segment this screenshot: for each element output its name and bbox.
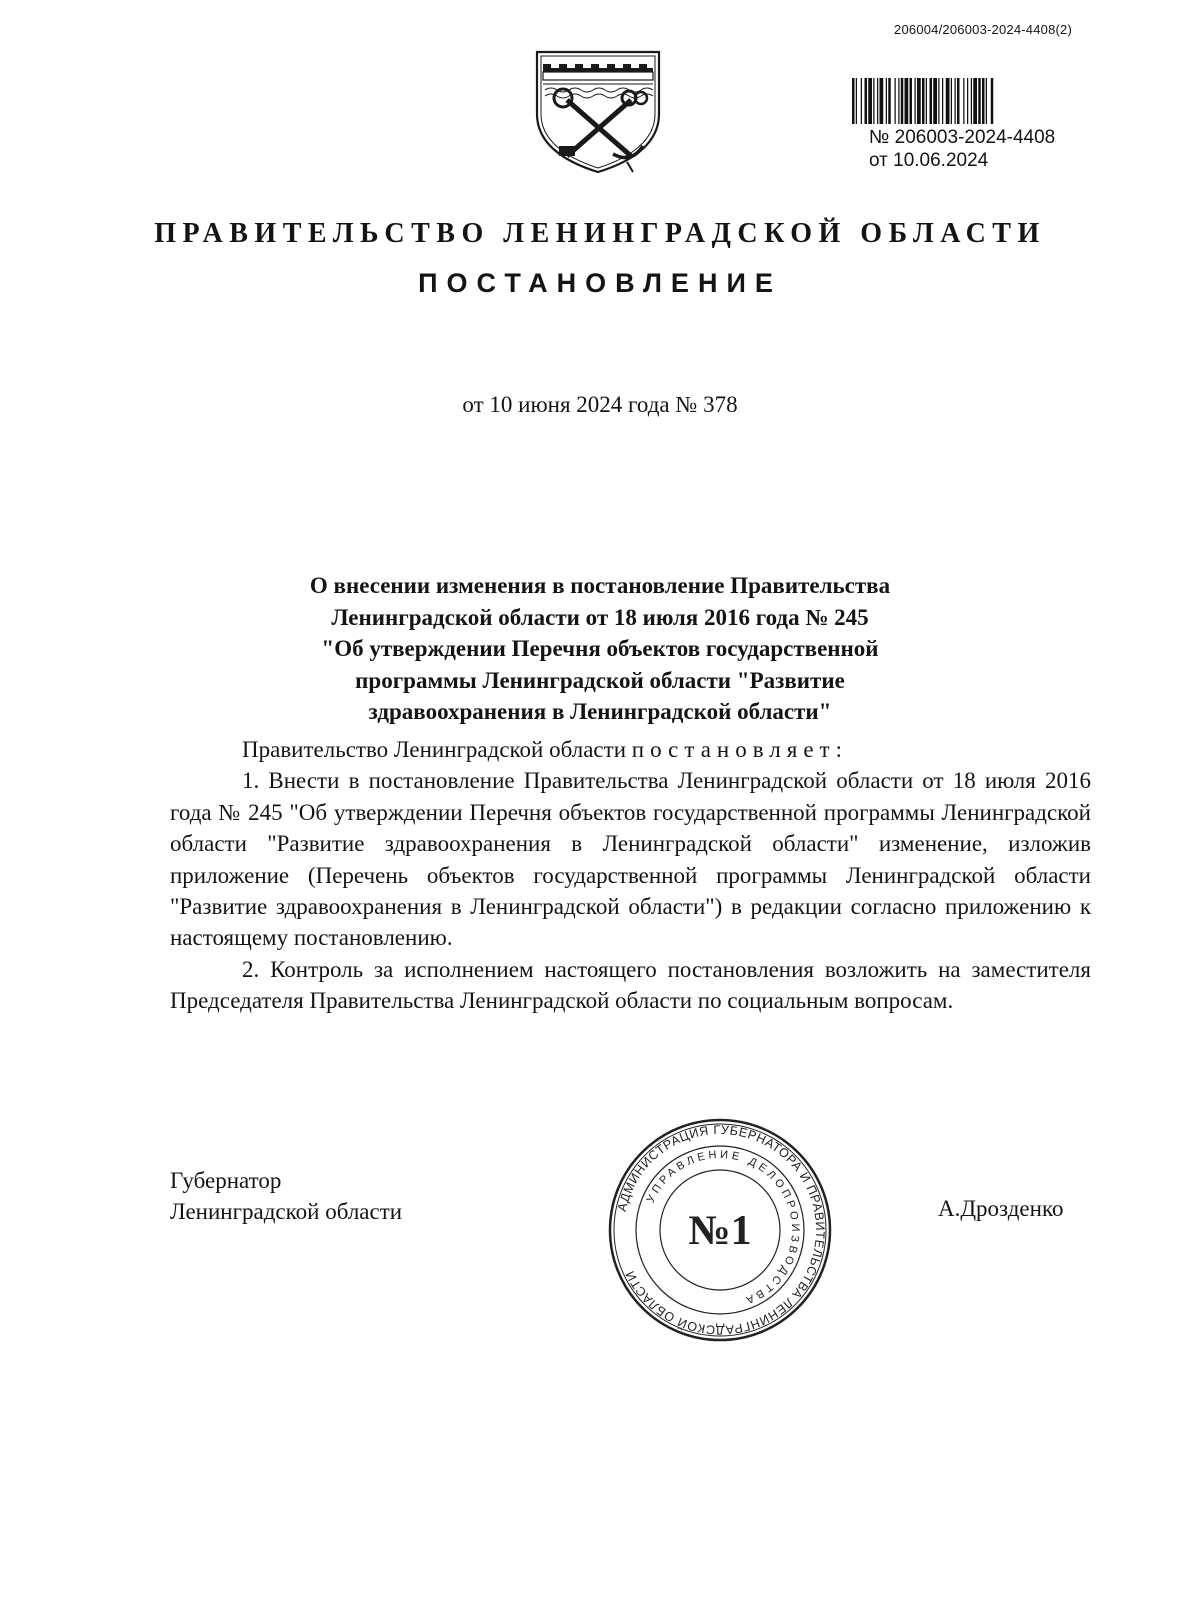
stamp-outer-text: АДМИНИСТРАЦИЯ ГУБЕРНАТОРА И ПРАВИТЕЛЬСТВА ЛЕНИНГРАДСКОЙ ОБЛАСТИ <box>614 1122 828 1338</box>
government-name: ПРАВИТЕЛЬСТВО ЛЕНИНГРАДСКОЙ ОБЛАСТИ <box>154 218 1046 249</box>
barcode-bar <box>951 78 952 124</box>
signer-position-line: Губернатор <box>170 1168 282 1193</box>
intro-text: Правительство Ленинградской области <box>242 737 632 762</box>
barcode-bar <box>957 78 960 124</box>
barcode <box>852 78 1104 124</box>
signer-position <box>170 1165 402 1227</box>
barcode-bar <box>917 78 921 124</box>
leningrad-oblast-coat-of-arms-icon <box>531 44 665 176</box>
barcode-bar <box>895 78 896 124</box>
barcode-bar <box>873 78 874 124</box>
barcode-bar <box>880 78 884 124</box>
barcode-bar <box>933 78 937 124</box>
barcode-bar <box>926 78 927 124</box>
item-2: 2. Контроль за исполнением настоящего постановления возложить на заместителя Председателя Правительства Ленинградской области по социальным вопросам. <box>170 956 1091 1014</box>
item-1: 1. Внести в постановление Правительства Ленинградской области от 18 июля 2016 года № 245 "Об утверждении Перечня объектов государственной программы Ленинградской области "Развитие здравоохранения в Ленинградской области" изменение, изложив приложение (Перечень объектов государственной программы Ленинградской области "Развитие здравоохранения в Ленинградской области") в редакции согласно приложению к настоящему постановлению. <box>170 768 1091 951</box>
barcode-bar <box>963 78 964 124</box>
registration-number: № 206003-2024-4408 <box>869 127 1056 148</box>
barcode-bar <box>922 78 925 124</box>
decree-date-number: от 10 июня 2024 года № 378 <box>462 392 738 417</box>
document-code: 206004/206003-2024-4408(2) <box>894 22 1072 37</box>
barcode-bar <box>946 78 950 124</box>
barcode-bar <box>888 78 891 124</box>
barcode-bar <box>978 78 981 124</box>
barcode-bar <box>973 78 977 124</box>
barcode-bar <box>986 78 987 124</box>
stamp-center-number: №1 <box>688 1208 752 1254</box>
barcode-bar <box>942 78 943 124</box>
barcode-bar <box>898 78 899 124</box>
barcode-bar <box>915 78 916 124</box>
subject-line: здравоохранения в Ленинградской области" <box>368 699 832 724</box>
barcode-bar <box>861 78 862 124</box>
signer-name: А.Дрозденко <box>938 1196 1064 1221</box>
barcode-bar <box>886 78 887 124</box>
decree-body <box>170 734 1091 1017</box>
barcode-bar <box>901 78 904 124</box>
barcode-bar <box>955 78 956 124</box>
barcode-bar <box>967 78 968 124</box>
barcode-bar <box>930 78 933 124</box>
barcode-bar <box>971 78 972 124</box>
barcode-bar <box>991 78 994 124</box>
document-type: ПОСТАНОВЛЕНИЕ <box>418 268 782 298</box>
subject-line: О внесении изменения в постановление Правительства <box>309 573 891 598</box>
subject-line: Ленинградской области от 18 июля 2016 года № 245 <box>331 604 869 630</box>
stamp-inner-text: УПРАВЛЕНИЕ ДЕЛОПРОИЗВОДСТВА <box>644 1148 802 1307</box>
barcode-bar <box>852 78 855 124</box>
intro-paragraph <box>170 734 1091 765</box>
intro-verb: постановляет: <box>631 737 848 762</box>
registration-date: от 10.06.2024 <box>869 150 989 171</box>
signer-position-line: Ленинградской области <box>170 1199 403 1224</box>
barcode-bar <box>905 78 909 124</box>
barcode-bar <box>868 78 872 124</box>
decree-subject <box>200 570 1000 728</box>
barcode-bar <box>938 78 939 124</box>
barcode-bar <box>982 78 985 124</box>
official-stamp <box>608 1118 832 1342</box>
subject-line: "Об утверждении Перечня объектов государственной <box>321 636 879 661</box>
barcode-bar <box>865 78 868 124</box>
barcode-bar <box>910 78 913 124</box>
subject-line: программы Ленинградской области "Развитие <box>355 667 845 693</box>
barcode-bar <box>877 78 878 124</box>
barcode-bar <box>856 78 857 124</box>
